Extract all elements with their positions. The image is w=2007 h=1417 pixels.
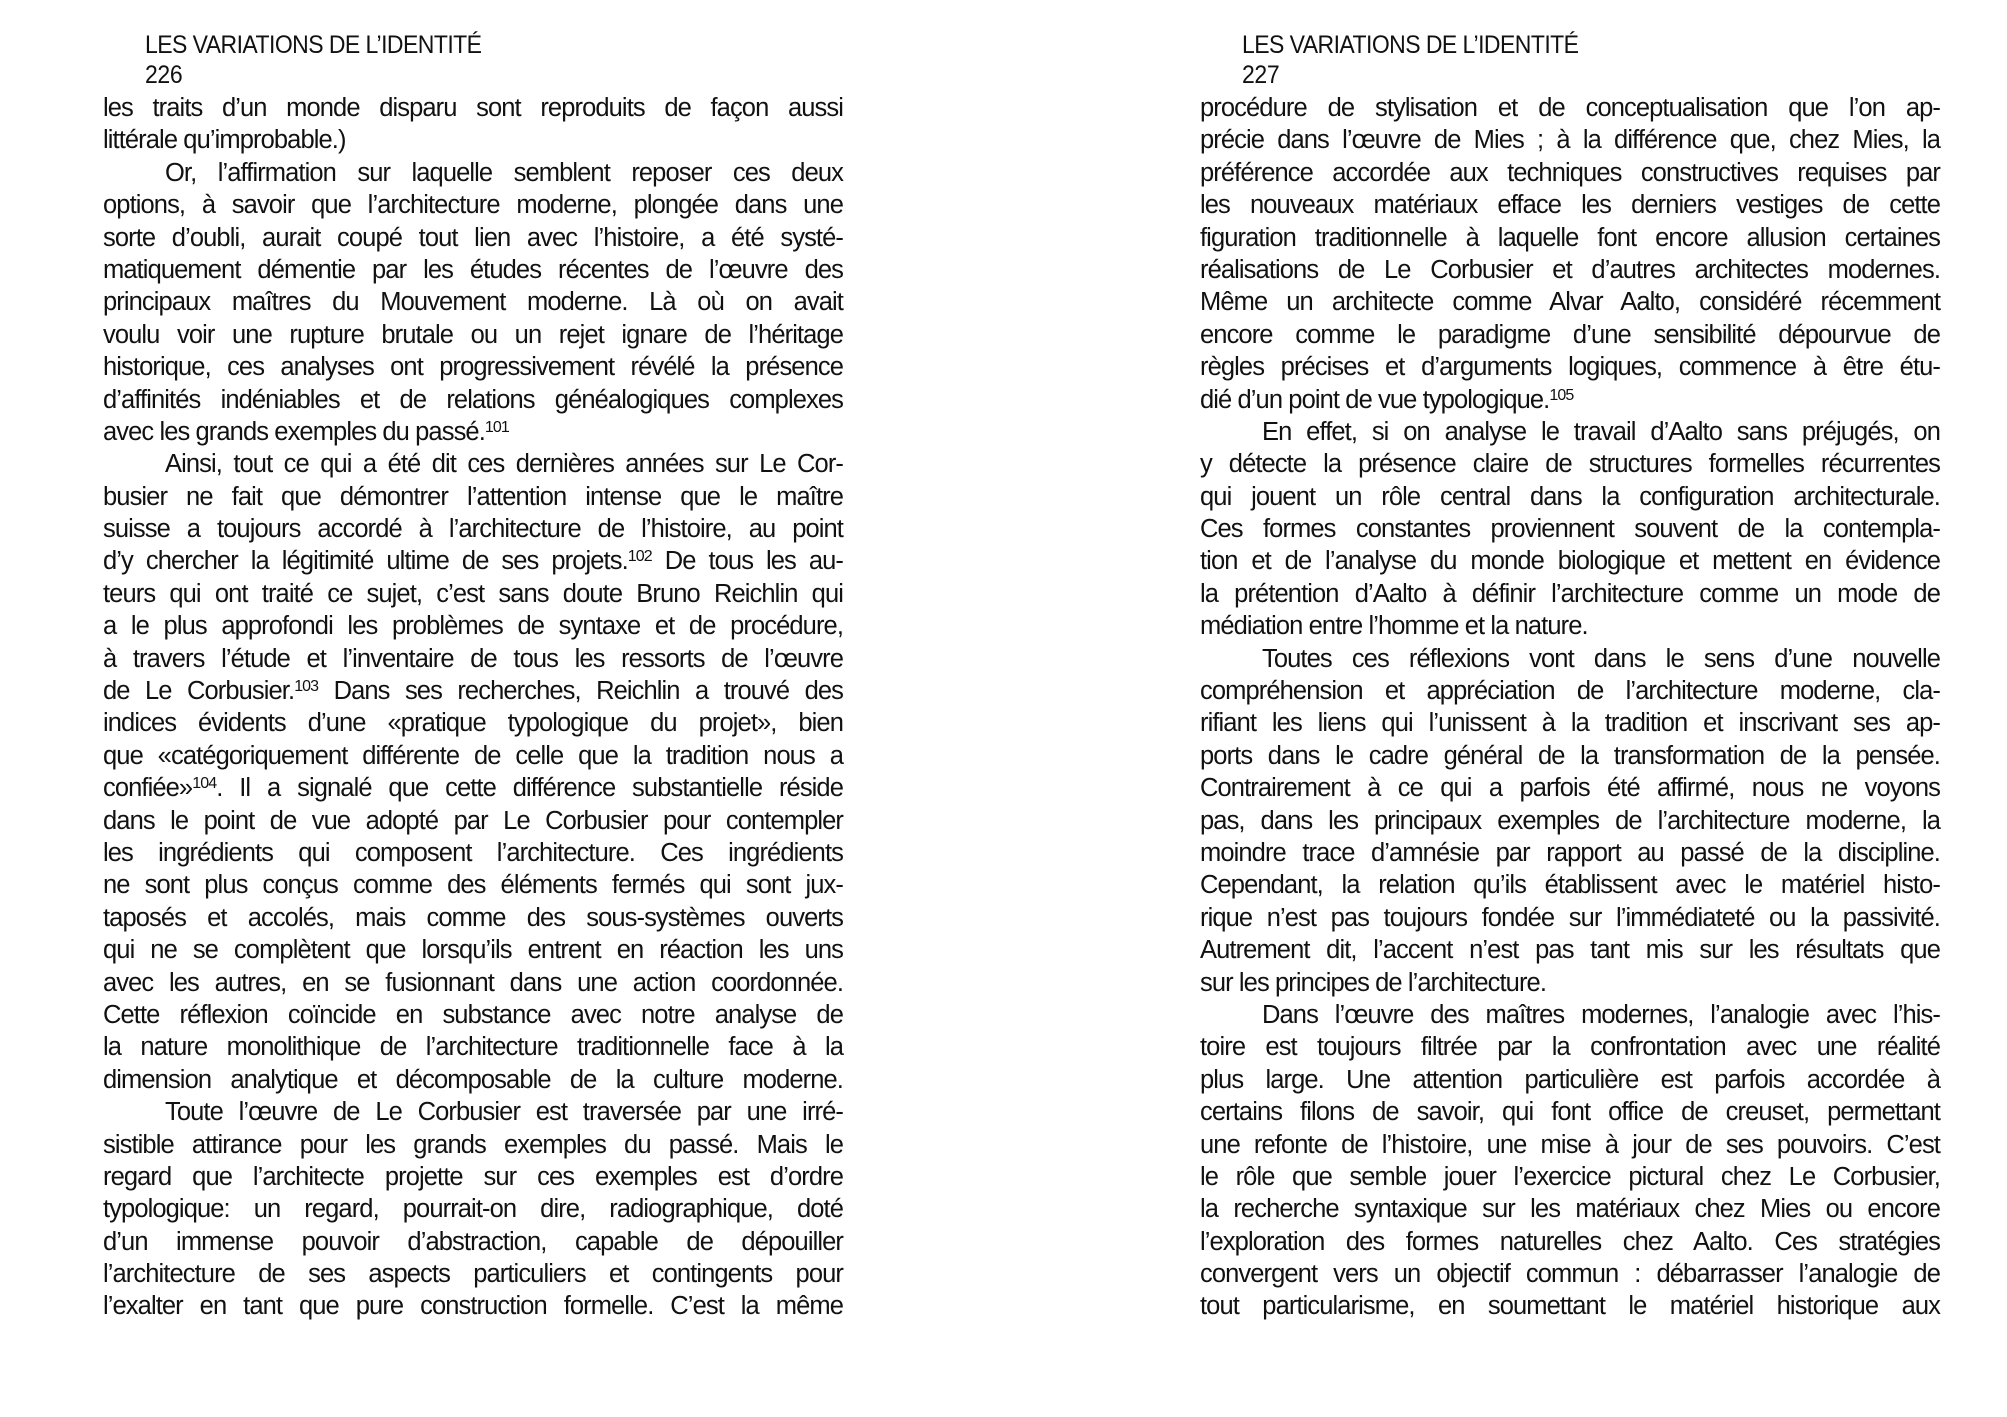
text-line: dié d’un point de vue typologique.$^{105}$	[1200, 385, 1574, 414]
text-line: rique n’est pas toujours fondée sur l’immédiateté ou la passivité.	[1200, 903, 1940, 932]
text-line: matiquement démentie par les études récentes de l’œuvre des	[103, 255, 843, 284]
text-line: certains filons de savoir, qui font office de creuset, permettant	[1200, 1098, 1940, 1127]
text-line: médiation entre l’homme et la nature.	[1200, 612, 1588, 641]
text-line: la recherche syntaxique sur les matériaux chez Mies ou encore	[1200, 1195, 1940, 1224]
text-line: suisse a toujours accordé à l’architecture de l’histoire, au point	[103, 515, 843, 544]
text-line: d’un immense pouvoir d’abstraction, capable de dépouiller	[103, 1227, 843, 1256]
text-line: les ingrédients qui composent l’architecture. Ces ingrédients	[103, 838, 843, 867]
text-line: d’y chercher la légitimité ultime de ses projets.$^{102}$ De tous les au-	[103, 547, 843, 576]
footnote-ref: 102	[627, 548, 652, 566]
text-line: a le plus approfondi les problèmes de syntaxe et de procédure,	[103, 612, 843, 641]
text-line: qui ne se complètent que lorsqu’ils entrent en réaction les uns	[103, 936, 843, 965]
text-line: l’exploration des formes naturelles chez Aalto. Ces stratégies	[1200, 1227, 1940, 1256]
right-page	[1200, 30, 1940, 1323]
text-line: historique, ces analyses ont progressivement révélé la présence	[103, 353, 843, 382]
left-page	[103, 30, 843, 1323]
text-line: Toute l’œuvre de Le Corbusier est traversée par une irré-	[165, 1098, 843, 1127]
text-line: rifiant les liens qui l’unissent à la tradition et inscrivant ses ap-	[1200, 709, 1940, 738]
text-line: l’exalter en tant que pure construction formelle. C’est la même	[103, 1292, 843, 1321]
running-head: LES VARIATIONS DE L’IDENTITÉ	[1242, 31, 1579, 59]
text-line: ports dans le cadre général de la transformation de la pensée.	[1200, 741, 1940, 770]
text-line: En effet, si on analyse le travail d’Aalto sans préjugés, on	[1262, 417, 1940, 446]
text-line: Contrairement à ce qui a parfois été affirmé, nous ne voyons	[1200, 774, 1940, 803]
footnote-ref: 103	[294, 678, 319, 696]
text-line: la prétention d’Aalto à définir l’architecture comme un mode de	[1200, 579, 1940, 608]
text-line: dans le point de vue adopté par Le Corbusier pour contempler	[103, 806, 843, 835]
text-line: voulu voir une rupture brutale ou un rejet ignare de l’héritage	[103, 320, 843, 349]
text-line: taposés et accolés, mais comme des sous-systèmes ouverts	[103, 903, 843, 932]
text-line: préférence accordée aux techniques constructives requises par	[1200, 158, 1940, 187]
text-line: regard que l’architecte projette sur ces exemples est d’ordre	[103, 1162, 843, 1191]
text-line: moindre trace d’amnésie par rapport au passé de la discipline.	[1200, 838, 1940, 867]
text-line: figuration traditionnelle à laquelle font encore allusion certaines	[1200, 223, 1940, 252]
text-line: confiée»$^{104}$. Il a signalé que cette différence substantielle réside	[103, 774, 843, 803]
text-line: l’architecture de ses aspects particuliers et contingents pour	[103, 1260, 843, 1289]
text-line: encore comme le paradigme d’une sensibilité dépourvue de	[1200, 320, 1940, 349]
text-line: typologique: un regard, pourrait-on dire, radiographique, doté	[103, 1195, 843, 1224]
text-line: littérale qu’improbable.)	[103, 126, 346, 155]
footnote-ref: 101	[484, 418, 509, 436]
text-line: pas, dans les principaux exemples de l’architecture moderne, la	[1200, 806, 1940, 835]
text-line: sistible attirance pour les grands exemples du passé. Mais le	[103, 1130, 843, 1159]
text-line: Toutes ces réflexions vont dans le sens d’une nouvelle	[1262, 644, 1940, 673]
text-line: dimension analytique et décomposable de la culture moderne.	[103, 1065, 843, 1094]
text-line: précie dans l’œuvre de Mies ; à la différence que, chez Mies, la	[1200, 126, 1940, 155]
text-line: plus large. Une attention particulière est parfois accordée à	[1200, 1065, 1940, 1094]
body-text	[103, 92, 843, 1323]
text-line: d’affinités indéniables et de relations généalogiques complexes	[103, 385, 843, 414]
text-line: règles précises et d’arguments logiques, commence à être étu-	[1200, 353, 1940, 382]
footnote-ref: 104	[192, 775, 217, 793]
text-line: avec les autres, en se fusionnant dans une action coordonnée.	[103, 968, 843, 997]
text-line: Cette réflexion coïncide en substance avec notre analyse de	[103, 1000, 843, 1029]
text-line: le rôle que semble jouer l’exercice pictural chez Le Corbusier,	[1200, 1162, 1940, 1191]
text-line: compréhension et appréciation de l’architecture moderne, cla-	[1200, 677, 1940, 706]
text-line: sorte d’oubli, aurait coupé tout lien avec l’histoire, a été systé-	[103, 223, 843, 252]
body-text	[1200, 92, 1940, 1323]
text-line: Ainsi, tout ce qui a été dit ces dernières années sur Le Cor-	[165, 450, 843, 479]
text-line: tion et de l’analyse du monde biologique et mettent en évidence	[1200, 547, 1940, 576]
text-line: Ces formes constantes proviennent souvent de la contempla-	[1200, 515, 1940, 544]
text-line: options, à savoir que l’architecture moderne, plongée dans une	[103, 191, 843, 220]
text-line: ne sont plus conçus comme des éléments fermés qui sont jux-	[103, 871, 843, 900]
running-head: LES VARIATIONS DE L’IDENTITÉ	[145, 31, 482, 59]
text-line: teurs qui ont traité ce sujet, c’est sans doute Bruno Reichlin qui	[103, 579, 843, 608]
text-line: les traits d’un monde disparu sont reproduits de façon aussi	[103, 94, 843, 122]
text-line: réalisations de Le Corbusier et d’autres architectes modernes.	[1200, 255, 1940, 284]
text-line: busier ne fait que démontrer l’attention intense que le maître	[103, 482, 843, 511]
text-line: une refonte de l’histoire, une mise à jour de ses pouvoirs. C’est	[1200, 1130, 1940, 1159]
text-line: de Le Corbusier.$^{103}$ Dans ses recherches, Reichlin a trouvé des	[103, 677, 843, 706]
text-line: indices évidents d’une «pratique typologique du projet», bien	[103, 709, 843, 738]
text-line: principaux maîtres du Mouvement moderne. Là où on avait	[103, 288, 843, 317]
text-line: Cependant, la relation qu’ils établissent avec le matériel histo-	[1200, 871, 1940, 900]
text-line: les nouveaux matériaux efface les derniers vestiges de cette	[1200, 191, 1940, 220]
text-line: que «catégoriquement différente de celle que la tradition nous a	[103, 741, 843, 770]
text-line: Même un architecte comme Alvar Aalto, considéré récemment	[1200, 288, 1940, 317]
text-line: procédure de stylisation et de conceptualisation que l’on ap-	[1200, 94, 1940, 122]
page-number: 226	[145, 61, 183, 89]
text-line: sur les principes de l’architecture.	[1200, 968, 1547, 997]
text-line: à travers l’étude et l’inventaire de tous les ressorts de l’œuvre	[103, 644, 843, 673]
text-line: avec les grands exemples du passé.$^{101}$	[103, 417, 509, 446]
page-number: 227	[1242, 61, 1280, 89]
text-line: Or, l’affirmation sur laquelle semblent reposer ces deux	[165, 158, 843, 187]
text-line: Autrement dit, l’accent n’est pas tant mis sur les résultats que	[1200, 936, 1940, 965]
text-line: y détecte la présence claire de structures formelles récurrentes	[1200, 450, 1940, 479]
text-line: qui jouent un rôle central dans la configuration architecturale.	[1200, 482, 1940, 511]
text-line: Dans l’œuvre des maîtres modernes, l’analogie avec l’his-	[1262, 1000, 1940, 1029]
text-line: toire est toujours filtrée par la confrontation avec une réalité	[1200, 1033, 1940, 1062]
text-line: tout particularisme, en soumettant le matériel historique aux	[1200, 1292, 1940, 1321]
footnote-ref: 105	[1549, 386, 1574, 404]
text-line: la nature monolithique de l’architecture traditionnelle face à la	[103, 1033, 843, 1062]
text-line: convergent vers un objectif commun : débarrasser l’analogie de	[1200, 1260, 1940, 1289]
